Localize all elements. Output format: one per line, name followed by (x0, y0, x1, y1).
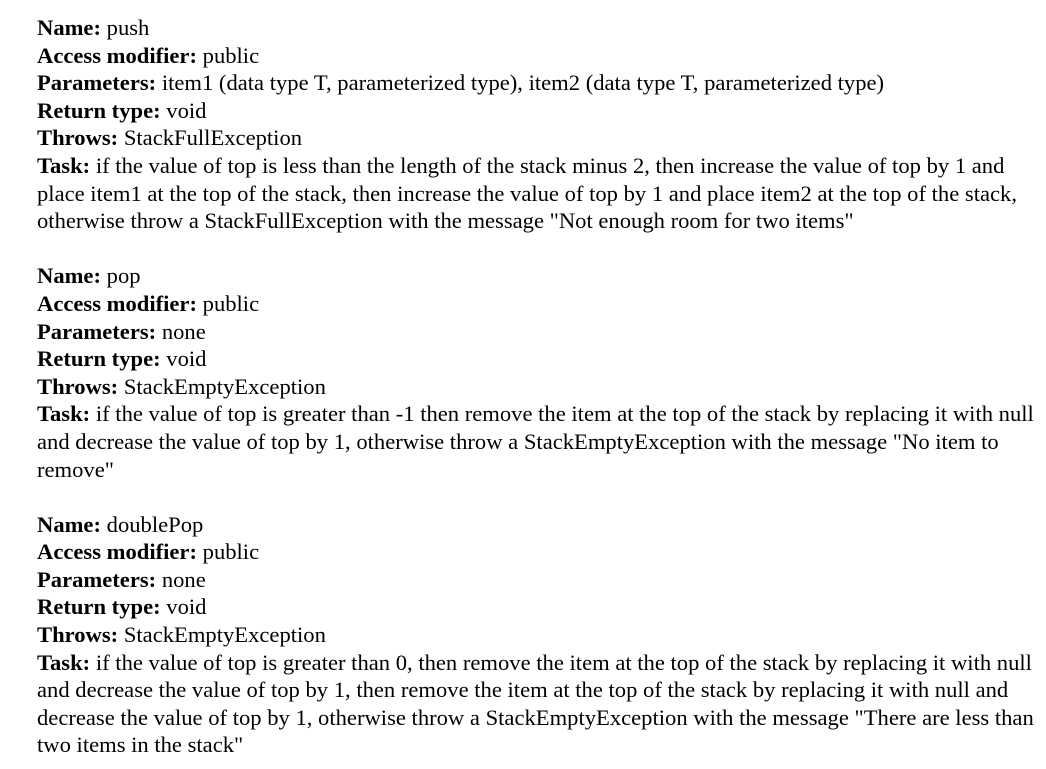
return-label: Return type: (37, 346, 161, 372)
access-row (37, 538, 1037, 566)
name-row (37, 511, 1037, 539)
throws-label: Throws: (37, 125, 119, 151)
access-row (37, 290, 1037, 318)
throws-value: StackEmptyException (123, 373, 326, 399)
task-label: Task: (37, 152, 91, 178)
method-name: doublePop (106, 511, 204, 537)
task-label: Task: (37, 649, 91, 675)
throws-row (37, 373, 1037, 401)
throws-row (37, 124, 1037, 152)
access-label: Access modifier: (37, 42, 197, 68)
params-row (37, 566, 1037, 594)
name-label: Name: (37, 15, 101, 40)
task-value: if the value of top is greater than -1 then remove the item at the top of the stack by replacing it with null and decrease the value of top by 1, otherwise throw a StackEmptyException with the message "No item to remove" (37, 401, 1034, 482)
task-row (37, 649, 1037, 759)
name-label: Name: (37, 511, 101, 537)
return-row (37, 97, 1037, 125)
return-row (37, 345, 1037, 373)
task-row (37, 152, 1037, 235)
access-value: public (202, 42, 260, 68)
params-value: none (161, 318, 206, 344)
method-spec-doublepop (37, 511, 1037, 759)
throws-label: Throws: (37, 373, 119, 399)
throws-row (37, 621, 1037, 649)
access-value: public (202, 290, 260, 316)
return-value: void (166, 97, 207, 123)
method-spec-pop (37, 262, 1037, 483)
params-row (37, 318, 1037, 346)
return-value: void (166, 594, 207, 620)
task-value: if the value of top is less than the length of the stack minus 2, then increase the value of top by 1 and place item1 at the top of the stack, then increase the value of top by 1 and place item2 at the top of the stack, otherwise throw a StackFullException with the message "Not enough room for two items" (37, 152, 1017, 234)
access-row (37, 42, 1037, 70)
throws-value: StackEmptyException (123, 622, 326, 648)
name-label: Name: (37, 263, 101, 289)
params-value: item1 (data type T, parameterized type), item2 (data type T, parameterized type) (161, 70, 885, 96)
params-label: Parameters: (37, 566, 157, 592)
return-label: Return type: (37, 97, 161, 123)
task-row (37, 400, 1037, 483)
name-row (37, 14, 1037, 42)
method-spec-push (37, 14, 1037, 235)
return-row (37, 593, 1037, 621)
method-name: pop (106, 263, 141, 289)
throws-value: StackFullException (123, 125, 303, 151)
access-label: Access modifier: (37, 539, 197, 565)
params-label: Parameters: (37, 318, 157, 344)
params-row (37, 69, 1037, 97)
return-label: Return type: (37, 594, 161, 620)
throws-label: Throws: (37, 622, 119, 648)
params-label: Parameters: (37, 70, 157, 96)
task-label: Task: (37, 401, 91, 427)
name-row (37, 262, 1037, 290)
params-value: none (161, 566, 206, 592)
document-page (37, 14, 1037, 759)
access-label: Access modifier: (37, 290, 197, 316)
task-value: if the value of top is greater than 0, then remove the item at the top of the stack by replacing it with null and decrease the value of top by 1, then remove the item at the top of the stack by replacing it with null and decrease the value of top by 1, otherwise throw a StackEmptyException with the message "There are less than two items in the stack" (37, 649, 1034, 758)
method-name: push (106, 15, 150, 40)
return-value: void (166, 346, 207, 372)
access-value: public (202, 539, 260, 565)
